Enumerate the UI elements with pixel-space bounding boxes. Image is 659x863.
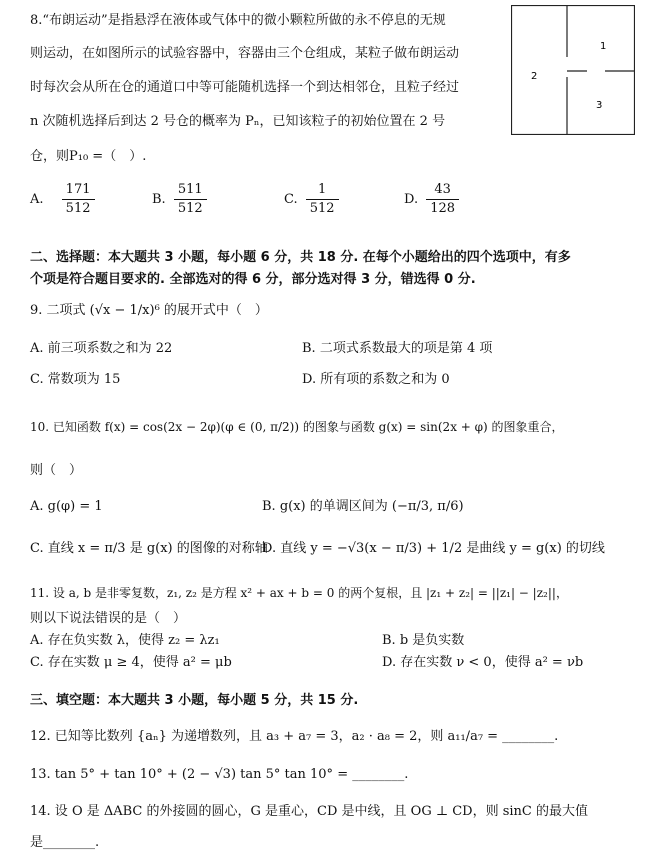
q8-line-5: 仓，则P₁₀ =（ ）. (30, 149, 147, 164)
room-3-label: 3 (596, 100, 603, 111)
q9-option-b: B. 二项式系数最大的项是第 4 项 (302, 341, 493, 356)
q11-option-a: A. 存在负实数 λ，使得 z₂ = λz₁ (30, 633, 220, 648)
q8-line-2: 则运动，在如图所示的试验容器中，容器由三个仓组成，某粒子做布朗运动 (30, 46, 460, 61)
q8-option-c: C. $\frac{1}{512}$ (284, 181, 339, 218)
q10-option-d: D. 直线 y = −√3(x − π/3) + 1/2 是曲线 y = g(x) 的切线 (262, 541, 605, 556)
q8-line-1: 8.“布朗运动”是指悬浮在液体或气体中的微小颗粒所做的永不停息的无规 (30, 13, 446, 28)
section-3-heading: 三、填空题：本大题共 3 小题，每小题 5 分，共 15 分. (30, 693, 359, 708)
q10-stem: 10. 已知函数 f(x) = cos(2x − 2φ)(φ ∈ (0, π/2)) 的图象与函数 g(x) = sin(2x + φ) 的图象重合， (30, 420, 564, 434)
q8-line-3: 时每次会从所在仓的通道口中等可能随机选择一个到达相邻仓，且粒子经过 (30, 80, 460, 95)
q10-option-c: C. 直线 x = π/3 是 g(x) 的图像的对称轴 (30, 541, 268, 556)
room-1-label: 1 (600, 41, 607, 52)
q14-line-2: 是________. (30, 835, 100, 850)
q13-stem: 13. tan 5° + tan 10° + (2 − √3) tan 5° tan 10° = ________. (30, 767, 409, 782)
q11-line-2: 则以下说法错误的是（ ） (30, 611, 187, 626)
q11-option-d: D. 存在实数 ν < 0，使得 a² = νb (382, 655, 584, 670)
q11-stem: 11. 设 a, b 是非零复数，z₁, z₂ 是方程 x² + ax + b = 0 的两个复根，且 |z₁ + z₂| = ||z₁| − |z₂||， (30, 586, 568, 600)
q9-stem: 9. 二项式 (√x − 1/x)⁶ 的展开式中（ ） (30, 303, 268, 318)
q8-option-a: A. $\frac{171}{512}$ (30, 181, 95, 218)
q9-option-c: C. 常数项为 15 (30, 372, 121, 387)
q10-option-a: A. g(φ) = 1 (30, 499, 103, 514)
q11-option-c: C. 存在实数 μ ≥ 4，使得 a² = μb (30, 655, 232, 670)
q11-option-b: B. b 是负实数 (382, 633, 465, 648)
q10-option-b: B. g(x) 的单调区间为 (−π/3, π/6) (262, 499, 464, 514)
q8-option-b: B. $\frac{511}{512}$ (152, 181, 207, 218)
q10-then: 则（ ） (30, 463, 83, 478)
container-diagram (511, 5, 635, 135)
q12-stem: 12. 已知等比数列 {aₙ} 为递增数列，且 a₃ + a₇ = 3，a₂ · a₈ = 2，则 a₁₁/a₇ = ________. (30, 729, 559, 744)
q9-option-d: D. 所有项的系数之和为 0 (302, 372, 450, 387)
section-2-rules: 个项是符合题目要求的. 全部选对的得 6 分，部分选对得 3 分，错选得 0 分. (30, 272, 476, 287)
container-diagram-svg (511, 5, 635, 135)
q14-line-1: 14. 设 O 是 ΔABC 的外接圆的圆心，G 是重心，CD 是中线，且 OG ⊥ CD，则 sinC 的最大值 (30, 804, 588, 819)
q9-option-a: A. 前三项系数之和为 22 (30, 341, 173, 356)
container-outline (512, 6, 635, 135)
section-2-heading: 二、选择题：本大题共 3 小题，每小题 6 分，共 18 分. 在每个小题给出的四个选项中，有多 (30, 250, 571, 265)
q8-line-4: n 次随机选择后到达 2 号仓的概率为 Pₙ，已知该粒子的初始位置在 2 号 (30, 114, 446, 129)
room-2-label: 2 (531, 71, 538, 82)
q8-option-d: D. $\frac{43}{128}$ (404, 181, 459, 218)
